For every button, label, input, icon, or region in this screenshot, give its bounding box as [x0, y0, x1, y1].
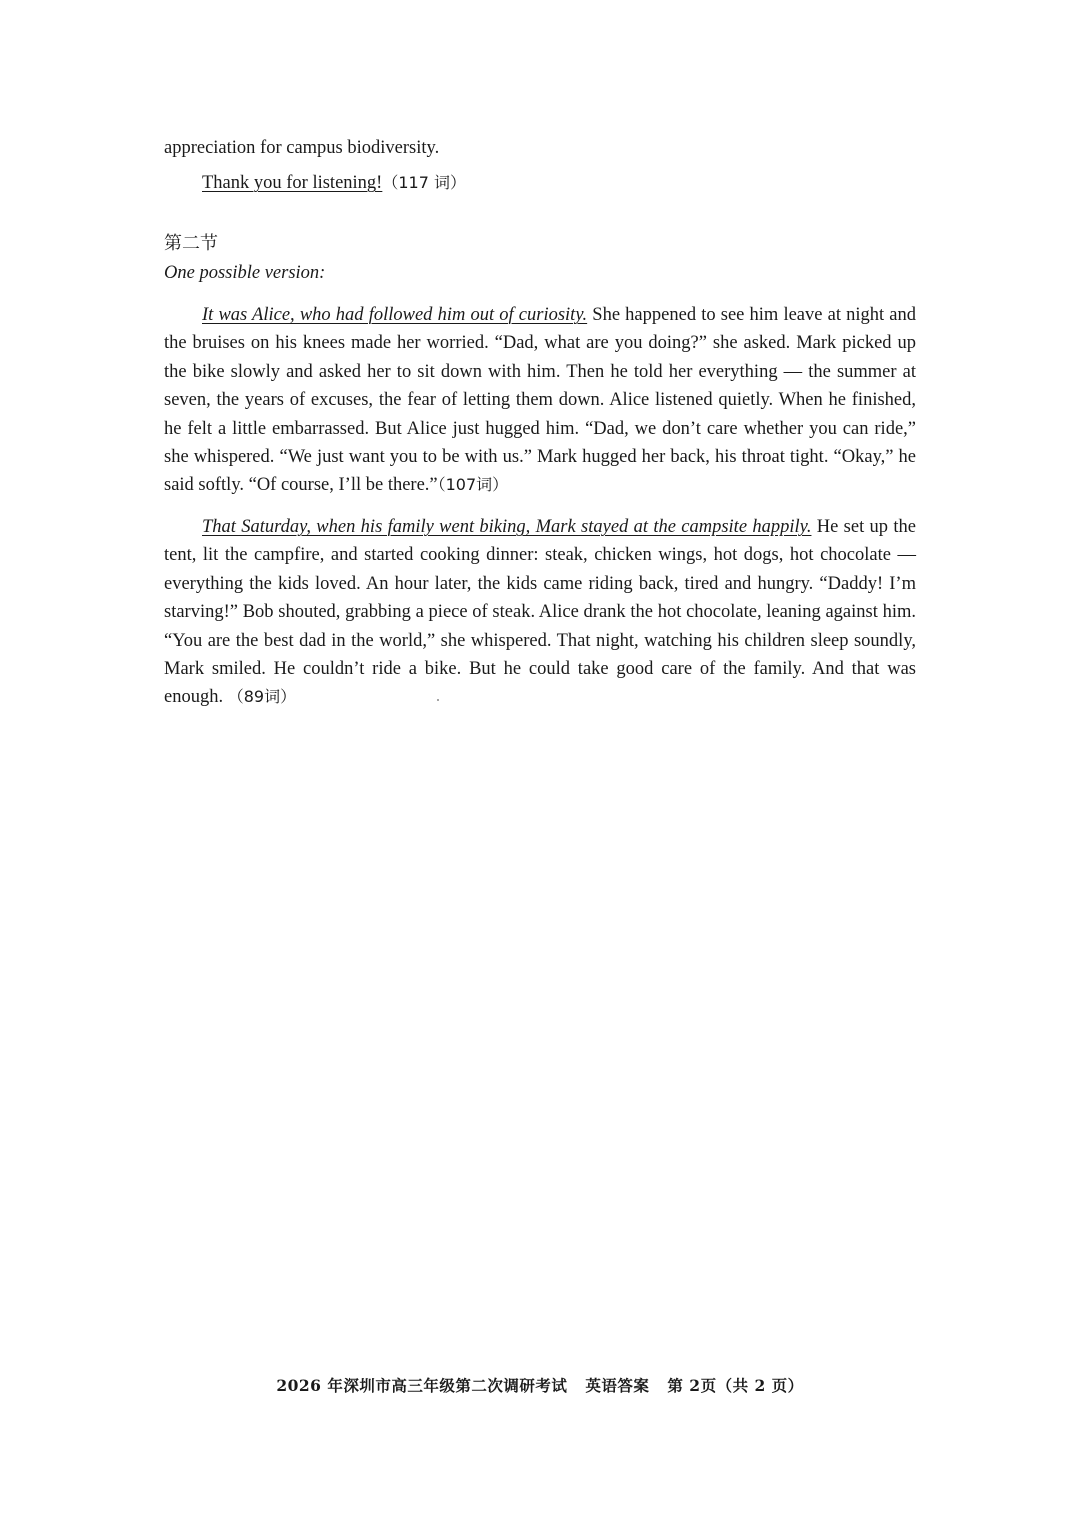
paragraph-1-body: She happened to see him leave at night and the bruises on his knees made her worried. “Dad, what are you doing?” she asked. Mark picked up the bike slowly and asked her to sit down with him. Then he told her everything — the summer at seven, the years of excuses, the fear of letting them down. Alice listened quietly. When he finished, he felt a little embarrassed. But Alice just hugged him. “Dad, we don’t care whether you can ride,” she whispered. “We just want you to be with us.” Mark hugged her back, his throat tight. “Okay,” he said softly. “Of course, I’ll be there.” — [164, 305, 916, 496]
footer-exam-name: 2026 年深圳市高三年级第二次调研考试 — [276, 1376, 568, 1395]
paragraph-2-body: He set up the tent, lit the campfire, and started cooking dinner: steak, chicken wings, hot dogs, hot chocolate — everything the kids loved. An hour later, the kids came riding back, tired and hungry. “Daddy! I’m starving!” Bob shouted, grabbing a piece of steak. Alice drank the hot chocolate, leaning against him. “You are the best dad in the world,” she whispered. That night, watching his children sleep soundly, Mark smiled. He couldn’t ride a bike. But he could take good care of the family. And that was enough. — [164, 517, 916, 708]
section-title: 第二节 — [164, 233, 218, 254]
paragraph-2 — [164, 513, 916, 712]
footer-subject: 英语答案 — [585, 1376, 650, 1395]
word-count: （117 词） — [382, 173, 466, 192]
paragraph-1-word-count: （107词） — [437, 475, 509, 495]
page-footer — [0, 1374, 1080, 1398]
previous-essay-ending: appreciation for campus biodiversity. — [164, 138, 440, 158]
footer-page-number: 第 2页（共 2 页） — [667, 1376, 804, 1395]
version-label: One possible version: — [164, 263, 326, 283]
paragraph-1 — [164, 301, 916, 500]
paragraph-2-word-count: （89词） — [227, 687, 297, 707]
paragraph-2-lead: That Saturday, when his family went biking, Mark stayed at the campsite happily. — [202, 517, 812, 537]
scan-speck — [437, 699, 439, 701]
closing-sentence: Thank you for listening! — [202, 173, 383, 193]
previous-essay-closing — [164, 169, 916, 197]
paragraph-1-lead: It was Alice, who had followed him out of curiosity. — [202, 305, 588, 325]
